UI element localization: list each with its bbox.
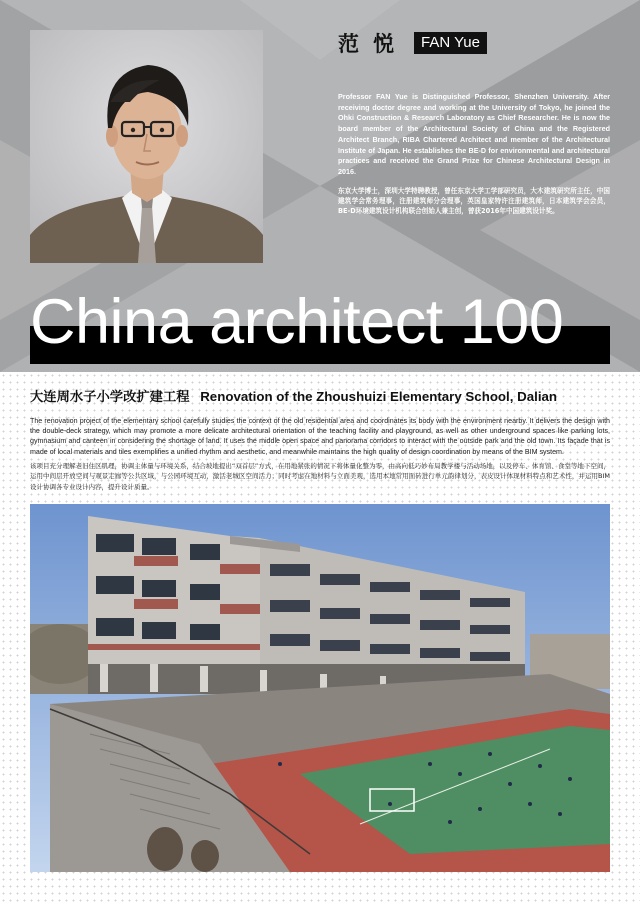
architect-profile-section: [0, 0, 640, 372]
project-title: [30, 386, 620, 405]
project-description-english: The renovation project of the elementary school carefully studies the context of the old residential area and coordinates its body with the environment nearby. It delivers the design with the double-deck strategy, which may promote a more delicate architectural orientation of the teaching facility and playground, as well as other underground spaces like parking lots, gymnasium and canteen in considering the shortage of land. It uses the middle open space and panorama corridors to interact with the outside park and the old town. Its façade that is made of local materials and tiles exemplifies a unified rhythm and aesthetic, and meanwhile maintains the high quality of design coordination by means of the BIM system.: [30, 417, 610, 456]
project-description-chinese: 该项目充分理解老旧住区肌理，协调主体量与环境关系，结合坡地提出“双首层”方式，在用地紧张的情况下将体量化整为零，由高向低巧妙布局教学楼与活动场地，以及停车、体育馆、食堂等地下空间，运用中间层开放空间与观景走廊等公共区域，与公园环境互动，激活老城区空间活力；同时考虑在地材料与立面美观，选用本地常用面砖进行单元韵律划分，表皮设计体现材料特点和艺术性，并运用BIM设计协调各专业设计内容，提升设计质量。: [30, 462, 610, 491]
series-title: China architect 100: [30, 287, 564, 357]
architect-bio-english: Professor FAN Yue is Distinguished Professor, Shenzhen University. After receiving doctor degree and working at the University of Tokyo, he joined the Ohki Construction & Research Laboratory as Chief Researcher. He is now the board member of the Architectural Society of China and the Registered Architect Branch, RIBA Chartered Architect and member of the Architectural Institute of Japan. He establishes the BE-D for environmental and architectural practices and received the Grand Prize for Chinese Architectural Design in 2016.: [338, 92, 610, 176]
project-section: [0, 372, 640, 904]
school-building-photo: [30, 504, 610, 872]
project-title-english: Renovation of the Zhoushuizi Elementary School, Dalian: [200, 389, 558, 404]
architect-bio-chinese: 东京大学博士，深圳大学特聘教授，曾任东京大学工学部研究员，大木建筑研究所主任，中国建筑学会常务理事，注册建筑师分会理事，英国皇家特许注册建筑师，日本建筑学会会员，BE-D环境建筑设计机构联合创始人兼主创，曾获2016年中国建筑设计奖。: [338, 187, 610, 216]
architect-name-row: [338, 30, 487, 56]
project-title-chinese: 大连周水子小学改扩建工程: [30, 390, 190, 405]
architect-portrait: [30, 30, 263, 263]
architect-name-english: FAN Yue: [414, 32, 487, 54]
architect-name-chinese: 范悦: [338, 32, 408, 56]
